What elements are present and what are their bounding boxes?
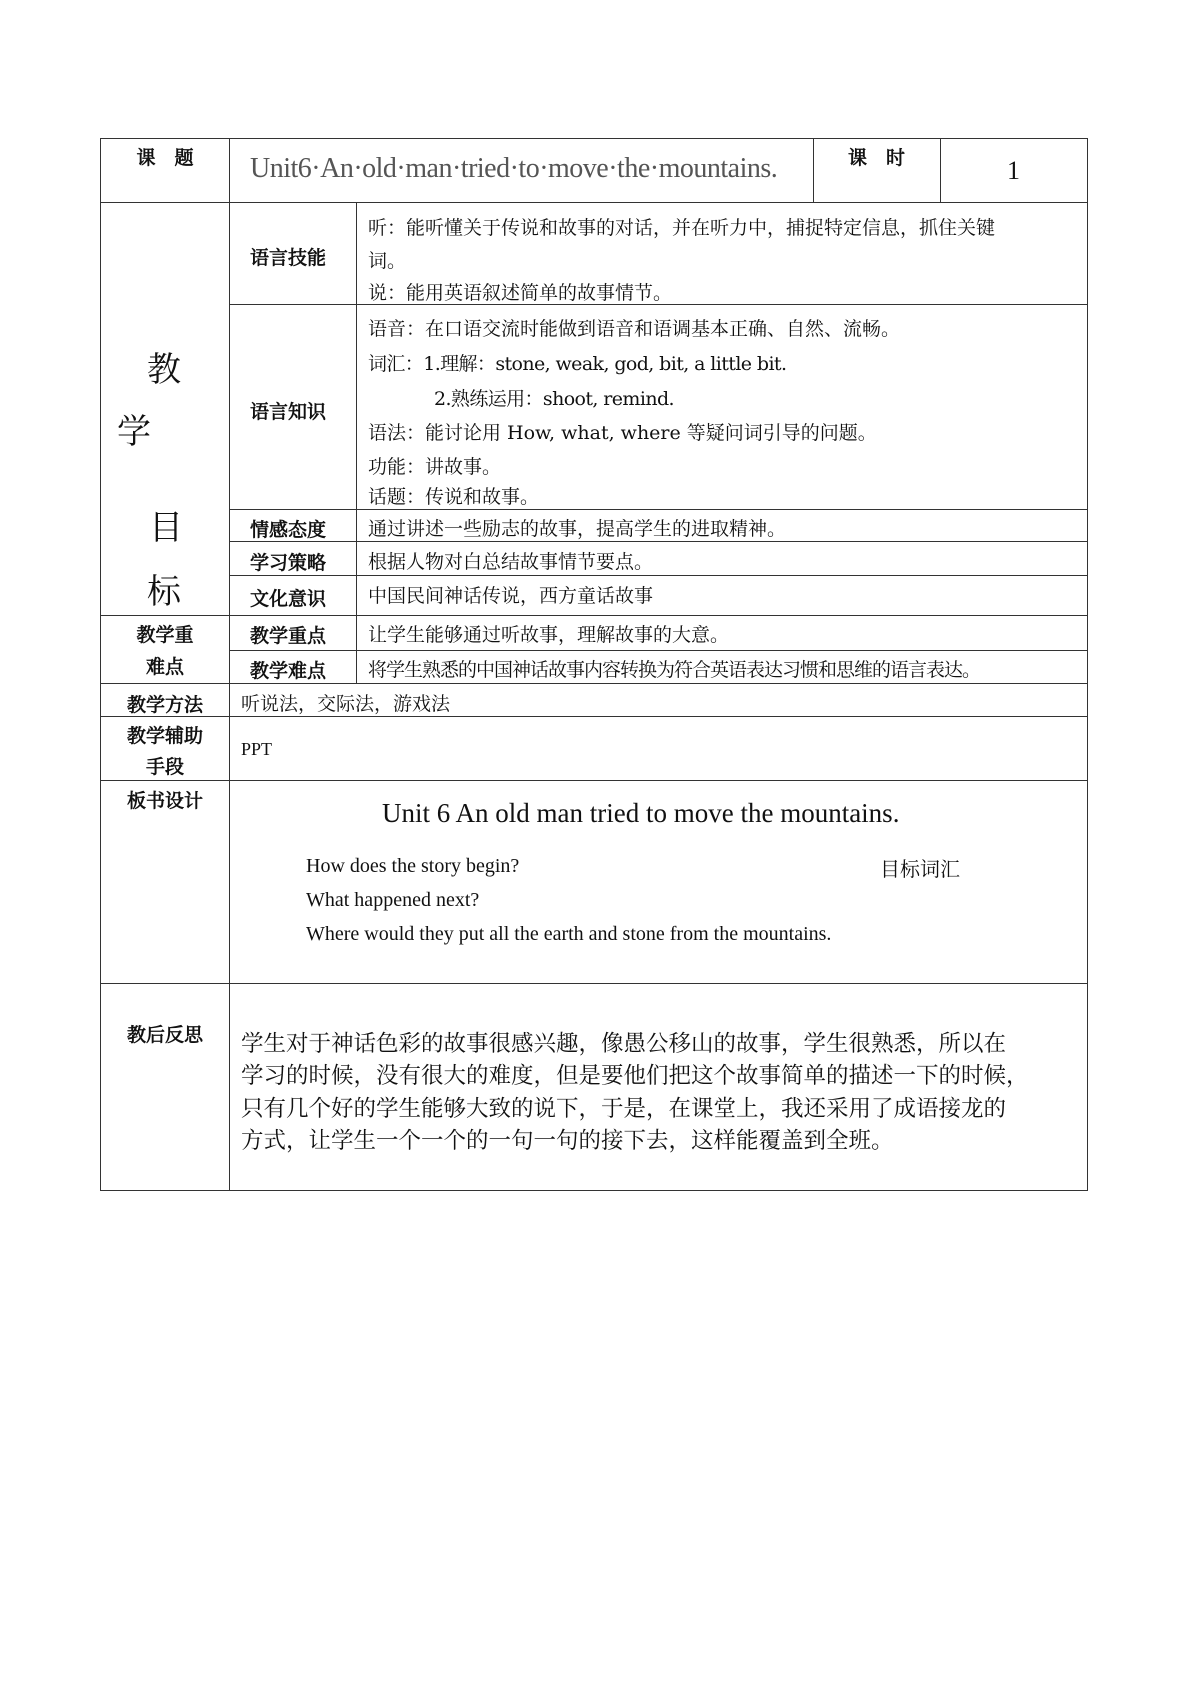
focus-label: 教学重点 (250, 625, 327, 647)
table-border-right (1087, 138, 1088, 1190)
difficulty-label: 教学难点 (250, 660, 327, 682)
row-divider-board (100, 983, 1088, 984)
reflection-label: 教后反思 (126, 1024, 203, 1046)
focus-text: 让学生能够通过听故事，理解故事的大意。 (368, 624, 730, 646)
board-question-3: Where would they put all the earth and stone from the mountains. (306, 923, 832, 945)
row-divider-methods (100, 716, 1088, 717)
row-divider-knowledge (229, 509, 1088, 510)
aids-label-line-2: 手段 (145, 756, 184, 778)
reflection-line-3: 只有几个好的学生能够大致的说下，于是，在课堂上，我还采用了成语接龙的 (241, 1096, 1007, 1122)
skills-line-2: 词。 (368, 250, 407, 272)
keypoints-label-line-2: 难点 (145, 656, 184, 678)
board-vocab-heading: 目标词汇 (880, 857, 960, 881)
attitude-label: 情感态度 (250, 519, 327, 541)
row-divider-keypoints (100, 683, 1088, 684)
knowledge-line-5: 功能：讲故事。 (368, 456, 502, 478)
keypoints-label-line-1: 教学重 (136, 624, 194, 646)
knowledge-line-3: 2.熟练运用：shoot, remind. (434, 388, 674, 410)
table-border-bottom (100, 1190, 1088, 1191)
attitude-text: 通过讲述一些励志的故事，提高学生的进取精神。 (368, 518, 787, 540)
objectives-label-char-2: 学 (117, 412, 151, 452)
knowledge-line-2: 词汇：1.理解：stone, weak, god, bit, a little bit. (368, 353, 787, 375)
board-question-1: How does the story begin? (306, 855, 520, 877)
knowledge-line-4: 语法：能讨论用 How, what, where 等疑问词引导的问题。 (368, 422, 877, 444)
row-divider-aids (100, 780, 1088, 781)
reflection-line-4: 方式，让学生一个一个的一句一句的接下去，这样能覆盖到全班。 (241, 1128, 894, 1154)
topic-label: 课 题 (136, 147, 194, 169)
col-divider-sub (356, 202, 357, 683)
row-divider-focus (229, 650, 1088, 651)
culture-label: 文化意识 (250, 588, 327, 610)
skills-line-1: 听：能听懂关于传说和故事的对话，并在听力中，捕捉特定信息，抓住关键 (368, 217, 996, 239)
knowledge-line-6: 话题：传说和故事。 (368, 486, 540, 508)
culture-text: 中国民间神话传说，西方童话故事 (368, 585, 654, 607)
knowledge-label: 语言知识 (250, 401, 327, 423)
objectives-label-char-1: 教 (147, 350, 181, 390)
board-question-2: What happened next? (306, 889, 480, 911)
reflection-line-2: 学习的时候，没有很大的难度，但是要他们把这个故事简单的描述一下的时候， (241, 1063, 1029, 1089)
methods-label: 教学方法 (126, 694, 203, 716)
period-value: 1 (1007, 156, 1020, 185)
objectives-label-char-3: 目 (149, 508, 183, 548)
aids-label-line-1: 教学辅助 (126, 725, 203, 747)
aids-text: PPT (241, 739, 273, 759)
reflection-line-1: 学生对于神话色彩的故事很感兴趣，像愚公移山的故事，学生很熟悉，所以在 (241, 1031, 1007, 1057)
row-divider-header (100, 202, 1088, 203)
objectives-label-char-4: 标 (147, 572, 181, 612)
strategy-text: 根据人物对白总结故事情节要点。 (368, 551, 654, 573)
skills-line-3: 说：能用英语叙述简单的故事情节。 (368, 282, 673, 304)
difficulty-text: 将学生熟悉的中国神话故事内容转换为符合英语表达习惯和思维的语言表达。 (368, 659, 981, 681)
row-divider-attitude (229, 541, 1088, 542)
board-title: Unit 6 An old man tried to move the mountains. (382, 798, 900, 828)
strategy-label: 学习策略 (250, 552, 327, 574)
skills-label: 语言技能 (250, 247, 327, 269)
row-divider-strategy (229, 575, 1088, 576)
period-label: 课 时 (847, 147, 905, 169)
row-divider-objectives (100, 615, 1088, 616)
board-label: 板书设计 (126, 790, 203, 812)
knowledge-line-1: 语音：在口语交流时能做到语音和语调基本正确、自然、流畅。 (368, 318, 901, 340)
topic-title: Unit6·An·old·man·tried·to·move·the·mountains. (250, 153, 778, 184)
methods-text: 听说法，交际法，游戏法 (241, 693, 451, 715)
